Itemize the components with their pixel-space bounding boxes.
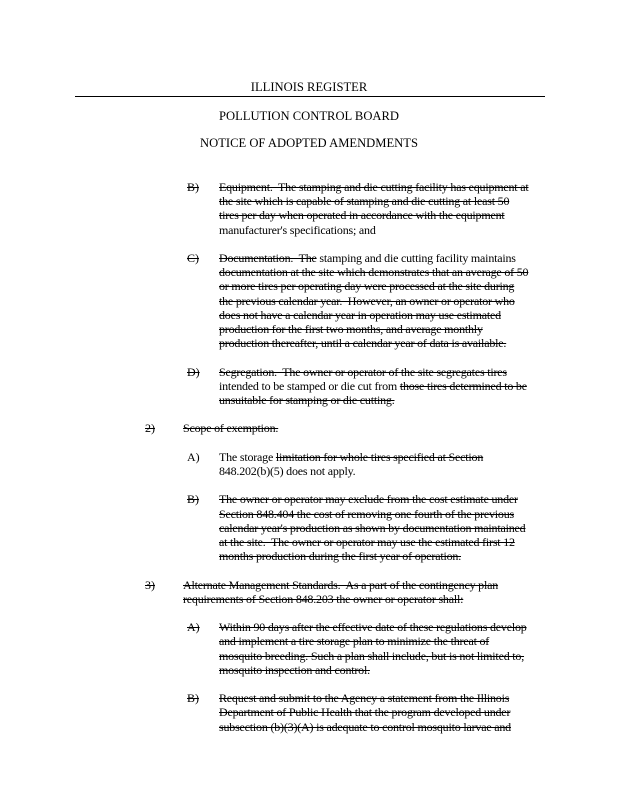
paragraph-label: B) [187,180,199,194]
struck-text: or more tires per operating day were processed at the site during [219,279,515,294]
struck-text: documentation at the site which demonstrates that an average of 50 [219,265,529,280]
struck-text: at the site. The owner or operator may use the estimated first 12 [219,535,515,549]
struck-text: months production during the first year of operation. [219,549,462,564]
paragraph-label: C) [187,251,199,265]
struck-text: Segregation. The owner or operator of the site segregates tires [219,364,507,379]
struck-text: unsuitable for stamping or die cutting. [219,393,395,407]
paragraph-label: B) [187,492,199,507]
text-line [183,592,463,606]
register-title: ILLINOIS REGISTER [250,80,368,94]
text-line [219,691,509,705]
struck-text: requirements of Section 848.203 the owner or operator shall: [183,591,464,606]
text-line [219,649,524,663]
struck-text: Scope of exemption. [183,421,279,436]
paragraph-label: A) [187,620,200,635]
text-segment: intended to be stamped or die cut from [219,378,400,393]
text-line [219,535,515,549]
paragraph-label: 3) [145,577,155,592]
text-line [183,421,278,435]
text-segment: stamping and die cutting facility maintains [316,251,516,265]
struck-text: does not have a calendar year in operation may use estimated [219,307,501,322]
struck-text: Section 848.404 the cost of removing one fourth of the previous [219,506,515,521]
text-line [219,620,527,634]
struck-text: Equipment. The stamping and die cutting facility has equipment at [219,180,529,194]
struck-text: and implement a tire storage plan to minimize the threat of [219,634,490,649]
text-line [219,663,370,677]
text-line [219,379,527,393]
struck-text: the previous calendar year. However, an owner or operator who [219,293,515,308]
text-line [219,279,514,293]
struck-text: tires per day when operated in accordance with the equipment [219,208,505,223]
text-line [219,705,510,719]
text-line [219,294,515,308]
text-line [219,251,516,265]
struck-text: production thereafter, until a calendar year of data is available. [219,336,507,351]
header-rule [75,96,545,97]
text-line [219,393,395,407]
text-line [219,464,355,478]
struck-text: those tires determined to be [399,378,527,393]
text-line [183,578,498,592]
text-line [219,180,529,194]
text-line [219,507,514,521]
text-line [219,450,483,464]
paragraph-label: 2) [145,421,155,436]
paragraph-label: D) [187,364,200,379]
text-line [219,521,525,535]
text-line [219,322,483,336]
struck-text: Department of Public Health that the program developed under [219,705,511,720]
struck-text: production for the first two months, and average monthly [219,322,483,336]
struck-text: Alternate Management Standards. As a part of the contingency plan [183,577,499,592]
struck-text: Within 90 days after the effective date of these regulations develop [219,620,527,635]
text-segment: 848.202(b)(5) does not apply. [219,464,356,478]
text-segment: The storage [219,449,276,464]
struck-text: limitation for whole tires specified at Section [275,449,484,464]
struck-text: mosquito breeding. Such a plan shall include, but is not limited to, [219,648,525,663]
paragraph-label: A) [187,449,200,464]
struck-text: Documentation. The [219,251,317,265]
struck-text: the site which is capable of stamping and die cutting at least 50 [219,194,510,209]
text-segment: manufacturer's specifications; and [219,222,376,237]
struck-text: subsection (b)(3)(A) is adequate to control mosquito larvae and [219,719,511,734]
struck-text: Request and submit to the Agency a statement from the Illinois [219,691,510,706]
board-title: POLLUTION CONTROL BOARD [218,109,400,123]
text-line [219,336,506,350]
text-line [219,223,376,237]
text-line [219,634,489,648]
text-line [219,365,507,379]
paragraph-label: B) [187,691,199,706]
struck-text: calendar year's production as shown by documentation maintained [219,520,526,535]
text-line [219,265,528,279]
text-line [219,720,511,734]
text-line [219,492,518,506]
notice-title: NOTICE OF ADOPTED AMENDMENTS [200,136,418,150]
text-line [219,194,509,208]
text-line [219,308,501,322]
text-line [219,208,505,222]
text-line [219,549,461,563]
struck-text: mosquito inspection and control. [219,662,370,677]
struck-text: The owner or operator may exclude from the cost estimate under [219,492,518,507]
